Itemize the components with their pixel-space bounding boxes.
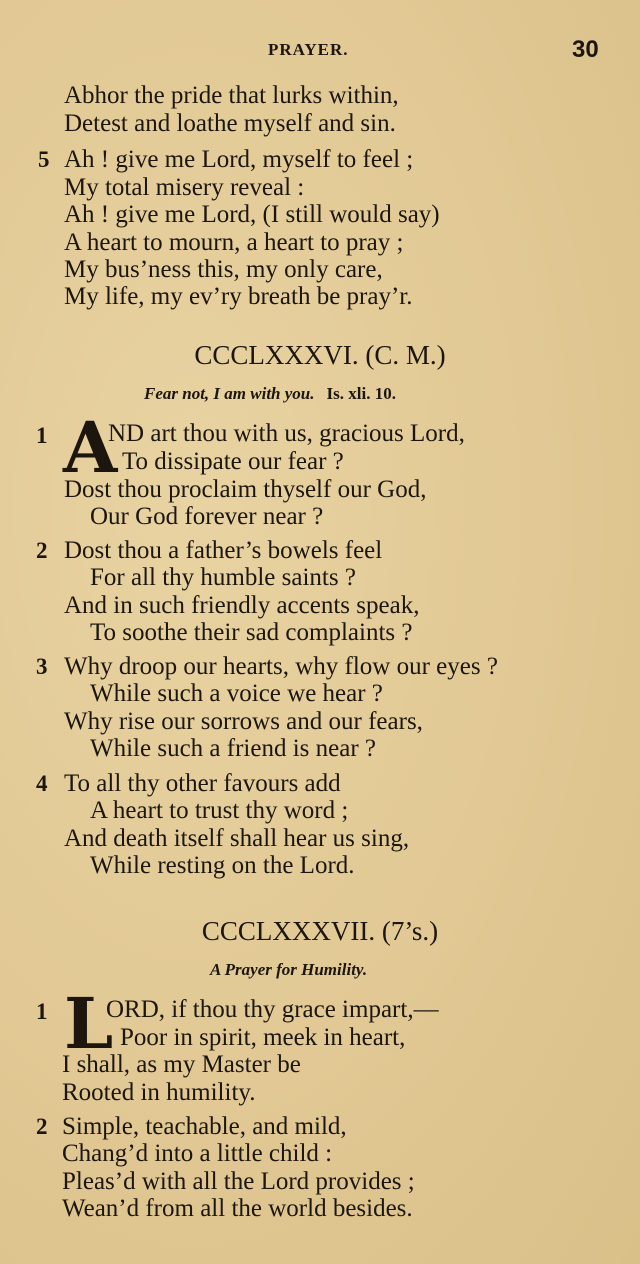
- verse-line: Pleas’d with all the Lord provides ;: [62, 1168, 415, 1195]
- verse-line: Ah ! give me Lord, myself to feel ;: [64, 146, 414, 173]
- verse-line: Dost thou a father’s bowels feel: [64, 537, 383, 564]
- verse-line: My life, my ev’ry breath be pray’r.: [64, 283, 413, 310]
- page-number: 30: [572, 36, 599, 63]
- verse-line: Why droop our hearts, why flow our eyes ?: [64, 653, 498, 680]
- verse-line: Dost thou proclaim thyself our God,: [64, 476, 427, 503]
- verse-line: Poor in spirit, meek in heart,: [120, 1024, 406, 1051]
- verse-number: 1: [36, 423, 48, 448]
- verse-line: ORD, if thou thy grace impart,—: [106, 996, 439, 1023]
- verse-number: 3: [36, 654, 48, 679]
- verse-line: To soothe their sad complaints ?: [90, 619, 413, 646]
- hymn-title: CCCLXXXVI. (C. M.): [194, 340, 446, 370]
- verse-line: For all thy humble saints ?: [90, 564, 356, 591]
- verse-number: 2: [36, 1114, 48, 1139]
- verse-line: Ah ! give me Lord, (I still would say): [64, 201, 440, 228]
- scripture-reference: Is. xli. 10.: [326, 384, 396, 403]
- verse-line: While such a friend is near ?: [90, 735, 376, 762]
- verse-line: While such a voice we hear ?: [90, 680, 383, 707]
- verse-line: Chang’d into a little child :: [62, 1140, 333, 1167]
- verse-line: Wean’d from all the world besides.: [62, 1195, 413, 1222]
- verse-number: 4: [36, 771, 48, 796]
- verse-line: Abhor the pride that lurks within,: [64, 82, 399, 109]
- verse-number: 2: [36, 538, 48, 563]
- verse-line: I shall, as my Master be: [62, 1051, 301, 1078]
- verse-line: Detest and loathe myself and sin.: [64, 110, 396, 137]
- verse-line: Simple, teachable, and mild,: [62, 1113, 347, 1140]
- verse-number: 1: [36, 999, 48, 1024]
- hymn-subtitle: [144, 384, 396, 404]
- verse-line: Our God forever near ?: [90, 503, 324, 530]
- verse-line: A heart to trust thy word ;: [90, 797, 349, 824]
- verse-line: A heart to mourn, a heart to pray ;: [64, 229, 404, 256]
- verse-line: Why rise our sorrows and our fears,: [64, 708, 423, 735]
- verse-line: ND art thou with us, gracious Lord,: [108, 420, 465, 447]
- drop-cap: A: [63, 406, 118, 489]
- hymn-subtitle: A Prayer for Humility.: [210, 960, 368, 979]
- subtitle-text: Fear not, I am with you.: [144, 384, 315, 403]
- verse-line: While resting on the Lord.: [90, 852, 355, 879]
- verse-number: 5: [38, 147, 50, 172]
- verse-line: My bus’ness this, my only care,: [64, 256, 383, 283]
- verse-line: To all thy other favours add: [64, 770, 341, 797]
- verse-line: And death itself shall hear us sing,: [64, 825, 410, 852]
- hymn-title: CCCLXXXVII. (7’s.): [201, 916, 439, 946]
- verse-line: To dissipate our fear ?: [122, 448, 344, 475]
- verse-line: Rooted in humility.: [62, 1079, 256, 1106]
- drop-cap: L: [64, 982, 114, 1065]
- running-title: PRAYER.: [268, 40, 349, 59]
- running-head: [0, 36, 640, 66]
- verse-line: My total misery reveal :: [64, 174, 305, 201]
- verse-line: And in such friendly accents speak,: [64, 592, 420, 619]
